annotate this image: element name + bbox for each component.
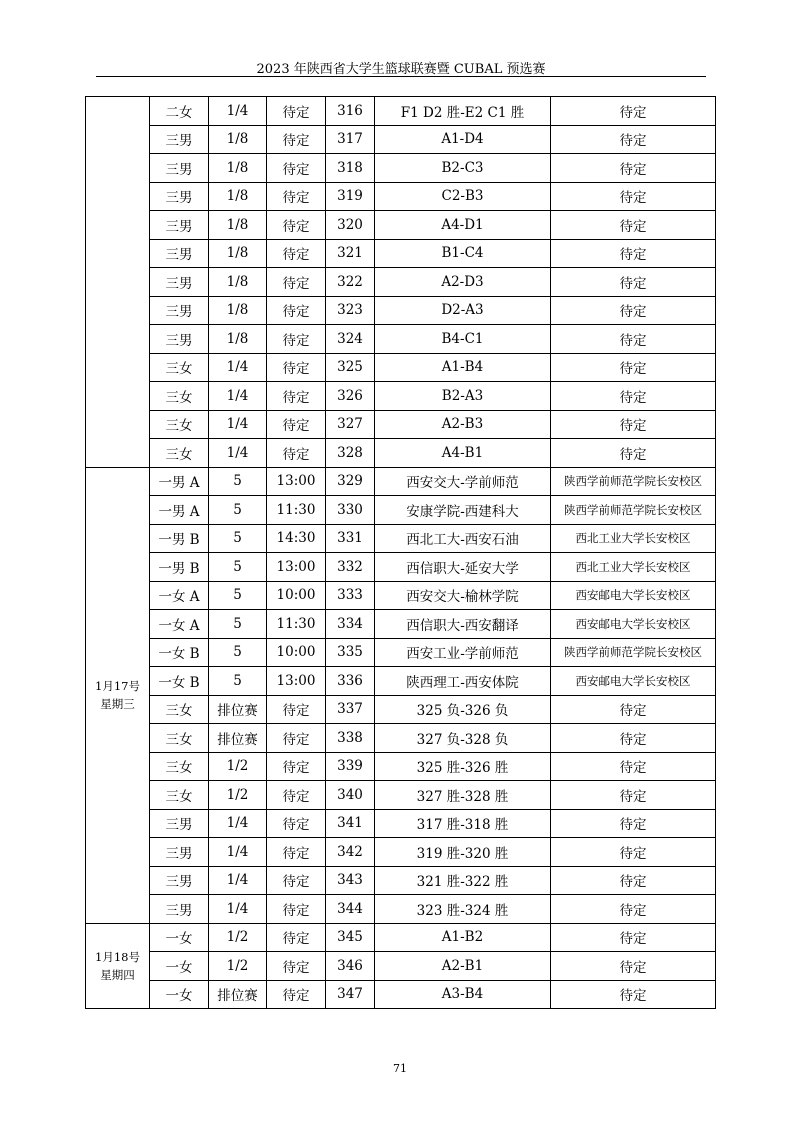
matchup-cell: 325 负-326 负 (375, 695, 551, 724)
matchup-cell: B2-A3 (375, 382, 551, 411)
time-cell: 13:00 (267, 467, 326, 496)
match-number-cell: 325 (326, 353, 375, 382)
time-cell: 10:00 (267, 638, 326, 667)
time-cell: 待定 (267, 353, 326, 382)
match-number-cell: 343 (326, 866, 375, 895)
match-number-cell: 320 (326, 211, 375, 240)
group-cell: 三女 (150, 724, 209, 753)
time-cell: 待定 (267, 296, 326, 325)
group-cell: 三男 (150, 211, 209, 240)
match-number-cell: 321 (326, 239, 375, 268)
group-cell: 三女 (150, 752, 209, 781)
group-cell: 三男 (150, 296, 209, 325)
round-cell: 1/4 (209, 838, 267, 867)
time-cell: 13:00 (267, 553, 326, 582)
round-cell: 排位赛 (209, 980, 267, 1009)
table-row (86, 752, 716, 781)
matchup-cell: 327 负-328 负 (375, 724, 551, 753)
match-number-cell: 317 (326, 125, 375, 154)
venue-cell: 西安邮电大学长安校区 (551, 667, 716, 696)
match-number-cell: 341 (326, 809, 375, 838)
matchup-cell: B2-C3 (375, 154, 551, 183)
venue-cell: 待定 (551, 125, 716, 154)
matchup-cell: B4-C1 (375, 325, 551, 354)
group-cell: 三女 (150, 410, 209, 439)
group-cell: 三男 (150, 125, 209, 154)
round-cell: 5 (209, 610, 267, 639)
table-row (86, 866, 716, 895)
table-row (86, 553, 716, 582)
time-cell: 待定 (267, 182, 326, 211)
time-cell: 待定 (267, 980, 326, 1009)
matchup-cell: 陕西理工-西安体院 (375, 667, 551, 696)
match-number-cell: 336 (326, 667, 375, 696)
match-number-cell: 345 (326, 923, 375, 952)
time-cell: 待定 (267, 752, 326, 781)
table-row (86, 695, 716, 724)
round-cell: 1/4 (209, 809, 267, 838)
header-divider (96, 76, 706, 77)
time-cell: 10:00 (267, 581, 326, 610)
time-cell: 待定 (267, 952, 326, 981)
venue-cell: 陕西学前师范学院长安校区 (551, 467, 716, 496)
venue-cell: 待定 (551, 724, 716, 753)
round-cell: 1/4 (209, 353, 267, 382)
table-row (86, 182, 716, 211)
venue-cell: 待定 (551, 980, 716, 1009)
time-cell: 待定 (267, 382, 326, 411)
table-row (86, 211, 716, 240)
group-cell: 三男 (150, 182, 209, 211)
time-cell: 待定 (267, 239, 326, 268)
match-number-cell: 346 (326, 952, 375, 981)
time-cell: 待定 (267, 809, 326, 838)
weekday-label: 星期三 (100, 697, 135, 711)
round-cell: 1/2 (209, 781, 267, 810)
match-number-cell: 316 (326, 97, 375, 126)
group-cell: 一女 B (150, 667, 209, 696)
match-number-cell: 332 (326, 553, 375, 582)
table-row (86, 838, 716, 867)
matchup-cell: 西安交大-学前师范 (375, 467, 551, 496)
group-cell: 三女 (150, 695, 209, 724)
table-row (86, 467, 716, 496)
matchup-cell: A2-B3 (375, 410, 551, 439)
group-cell: 一男 B (150, 524, 209, 553)
matchup-cell: A2-B1 (375, 952, 551, 981)
matchup-cell: A4-D1 (375, 211, 551, 240)
group-cell: 三男 (150, 866, 209, 895)
time-cell: 待定 (267, 781, 326, 810)
match-number-cell: 322 (326, 268, 375, 297)
table-row (86, 382, 716, 411)
table-row (86, 125, 716, 154)
group-cell: 三女 (150, 382, 209, 411)
time-cell: 待定 (267, 325, 326, 354)
round-cell: 5 (209, 524, 267, 553)
table-row (86, 724, 716, 753)
page-header-title: 2023 年陕西省大学生篮球联赛暨 CUBAL 预选赛 (256, 62, 546, 77)
round-cell: 1/8 (209, 211, 267, 240)
round-cell: 5 (209, 581, 267, 610)
table-row (86, 353, 716, 382)
time-cell: 待定 (267, 439, 326, 468)
date-label: 1月17号 (95, 679, 140, 693)
venue-cell: 待定 (551, 211, 716, 240)
group-cell: 一女 (150, 980, 209, 1009)
group-cell: 一女 (150, 923, 209, 952)
table-row (86, 496, 716, 525)
table-row (86, 923, 716, 952)
venue-cell: 待定 (551, 382, 716, 411)
date-label: 1月18号 (95, 949, 140, 964)
matchup-cell: A1-B4 (375, 353, 551, 382)
schedule-body (86, 97, 716, 1009)
table-row (86, 895, 716, 924)
matchup-cell: 西安工业-学前师范 (375, 638, 551, 667)
time-cell: 14:30 (267, 524, 326, 553)
page-number: 71 (393, 1062, 407, 1075)
table-row (86, 97, 716, 126)
venue-cell: 待定 (551, 97, 716, 126)
match-number-cell: 340 (326, 781, 375, 810)
weekday-label: 星期四 (100, 967, 135, 982)
matchup-cell: A2-D3 (375, 268, 551, 297)
match-number-cell: 339 (326, 752, 375, 781)
round-cell: 1/4 (209, 439, 267, 468)
round-cell: 排位赛 (209, 695, 267, 724)
matchup-cell: 西信职大-西安翻译 (375, 610, 551, 639)
venue-cell: 西北工业大学长安校区 (551, 553, 716, 582)
matchup-cell: 319 胜-320 胜 (375, 838, 551, 867)
time-cell: 待定 (267, 97, 326, 126)
time-cell: 待定 (267, 211, 326, 240)
venue-cell: 待定 (551, 895, 716, 924)
match-number-cell: 323 (326, 296, 375, 325)
group-cell: 三女 (150, 353, 209, 382)
venue-cell: 待定 (551, 410, 716, 439)
time-cell: 13:00 (267, 667, 326, 696)
matchup-cell: 安康学院-西建科大 (375, 496, 551, 525)
group-cell: 三男 (150, 325, 209, 354)
table-row (86, 410, 716, 439)
matchup-cell: 西北工大-西安石油 (375, 524, 551, 553)
group-cell: 一女 (150, 952, 209, 981)
table-row (86, 296, 716, 325)
group-cell: 三男 (150, 838, 209, 867)
group-cell: 一女 A (150, 581, 209, 610)
matchup-cell: 323 胜-324 胜 (375, 895, 551, 924)
time-cell: 待定 (267, 895, 326, 924)
round-cell: 1/2 (209, 952, 267, 981)
matchup-cell: 321 胜-322 胜 (375, 866, 551, 895)
time-cell: 待定 (267, 268, 326, 297)
matchup-cell: F1 D2 胜-E2 C1 胜 (375, 97, 551, 126)
match-number-cell: 338 (326, 724, 375, 753)
group-cell: 一女 B (150, 638, 209, 667)
table-row (86, 980, 716, 1009)
matchup-cell: 325 胜-326 胜 (375, 752, 551, 781)
match-number-cell: 329 (326, 467, 375, 496)
match-number-cell: 334 (326, 610, 375, 639)
round-cell: 5 (209, 467, 267, 496)
table-row (86, 667, 716, 696)
matchup-cell: 西安交大-榆林学院 (375, 581, 551, 610)
venue-cell: 待定 (551, 952, 716, 981)
match-number-cell: 333 (326, 581, 375, 610)
round-cell: 1/4 (209, 382, 267, 411)
venue-cell: 待定 (551, 439, 716, 468)
round-cell: 1/4 (209, 97, 267, 126)
table-row (86, 638, 716, 667)
match-number-cell: 331 (326, 524, 375, 553)
venue-cell: 待定 (551, 866, 716, 895)
venue-cell: 待定 (551, 353, 716, 382)
table-row (86, 809, 716, 838)
match-number-cell: 347 (326, 980, 375, 1009)
venue-cell: 待定 (551, 781, 716, 810)
venue-cell: 待定 (551, 923, 716, 952)
venue-cell: 待定 (551, 809, 716, 838)
round-cell: 1/2 (209, 923, 267, 952)
venue-cell: 待定 (551, 752, 716, 781)
venue-cell: 陕西学前师范学院长安校区 (551, 638, 716, 667)
table-row (86, 154, 716, 183)
match-number-cell: 328 (326, 439, 375, 468)
venue-cell: 待定 (551, 838, 716, 867)
table-row (86, 952, 716, 981)
group-cell: 一女 A (150, 610, 209, 639)
group-cell: 三男 (150, 154, 209, 183)
round-cell: 1/2 (209, 752, 267, 781)
matchup-cell: 317 胜-318 胜 (375, 809, 551, 838)
venue-cell: 西北工业大学长安校区 (551, 524, 716, 553)
table-row (86, 524, 716, 553)
match-number-cell: 319 (326, 182, 375, 211)
table-row (86, 325, 716, 354)
group-cell: 一男 A (150, 496, 209, 525)
match-number-cell: 318 (326, 154, 375, 183)
match-number-cell: 330 (326, 496, 375, 525)
match-number-cell: 335 (326, 638, 375, 667)
time-cell: 11:30 (267, 496, 326, 525)
group-cell: 三女 (150, 781, 209, 810)
match-number-cell: 337 (326, 695, 375, 724)
matchup-cell: A4-B1 (375, 439, 551, 468)
venue-cell: 待定 (551, 182, 716, 211)
round-cell: 1/8 (209, 239, 267, 268)
group-cell: 一男 A (150, 467, 209, 496)
round-cell: 1/8 (209, 296, 267, 325)
group-cell: 三男 (150, 239, 209, 268)
venue-cell: 西安邮电大学长安校区 (551, 610, 716, 639)
venue-cell: 待定 (551, 268, 716, 297)
time-cell: 待定 (267, 866, 326, 895)
table-row (86, 239, 716, 268)
match-number-cell: 326 (326, 382, 375, 411)
time-cell: 待定 (267, 125, 326, 154)
time-cell: 待定 (267, 724, 326, 753)
time-cell: 待定 (267, 923, 326, 952)
date-cell (86, 467, 150, 923)
matchup-cell: D2-A3 (375, 296, 551, 325)
round-cell: 1/8 (209, 268, 267, 297)
round-cell: 1/4 (209, 895, 267, 924)
venue-cell: 待定 (551, 296, 716, 325)
venue-cell: 待定 (551, 325, 716, 354)
table-row (86, 781, 716, 810)
matchup-cell: A1-B2 (375, 923, 551, 952)
time-cell: 待定 (267, 838, 326, 867)
round-cell: 排位赛 (209, 724, 267, 753)
round-cell: 5 (209, 667, 267, 696)
table-row (86, 581, 716, 610)
schedule-table (85, 96, 716, 1009)
group-cell: 三男 (150, 809, 209, 838)
venue-cell: 待定 (551, 154, 716, 183)
time-cell: 待定 (267, 410, 326, 439)
match-number-cell: 344 (326, 895, 375, 924)
round-cell: 1/8 (209, 125, 267, 154)
venue-cell: 待定 (551, 695, 716, 724)
matchup-cell: 西信职大-延安大学 (375, 553, 551, 582)
match-number-cell: 324 (326, 325, 375, 354)
table-row (86, 439, 716, 468)
time-cell: 11:30 (267, 610, 326, 639)
table-row (86, 610, 716, 639)
round-cell: 5 (209, 496, 267, 525)
round-cell: 5 (209, 638, 267, 667)
time-cell: 待定 (267, 154, 326, 183)
round-cell: 1/8 (209, 154, 267, 183)
match-number-cell: 327 (326, 410, 375, 439)
group-cell: 三男 (150, 895, 209, 924)
round-cell: 1/8 (209, 182, 267, 211)
matchup-cell: 327 胜-328 胜 (375, 781, 551, 810)
venue-cell: 西安邮电大学长安校区 (551, 581, 716, 610)
date-cell (86, 97, 150, 468)
group-cell: 一男 B (150, 553, 209, 582)
time-cell: 待定 (267, 695, 326, 724)
round-cell: 1/4 (209, 866, 267, 895)
matchup-cell: A1-D4 (375, 125, 551, 154)
match-number-cell: 342 (326, 838, 375, 867)
matchup-cell: C2-B3 (375, 182, 551, 211)
group-cell: 三男 (150, 268, 209, 297)
date-cell (86, 923, 150, 1009)
venue-cell: 待定 (551, 239, 716, 268)
table-row (86, 268, 716, 297)
round-cell: 1/4 (209, 410, 267, 439)
group-cell: 二女 (150, 97, 209, 126)
venue-cell: 陕西学前师范学院长安校区 (551, 496, 716, 525)
matchup-cell: A3-B4 (375, 980, 551, 1009)
matchup-cell: B1-C4 (375, 239, 551, 268)
group-cell: 三女 (150, 439, 209, 468)
round-cell: 1/8 (209, 325, 267, 354)
round-cell: 5 (209, 553, 267, 582)
